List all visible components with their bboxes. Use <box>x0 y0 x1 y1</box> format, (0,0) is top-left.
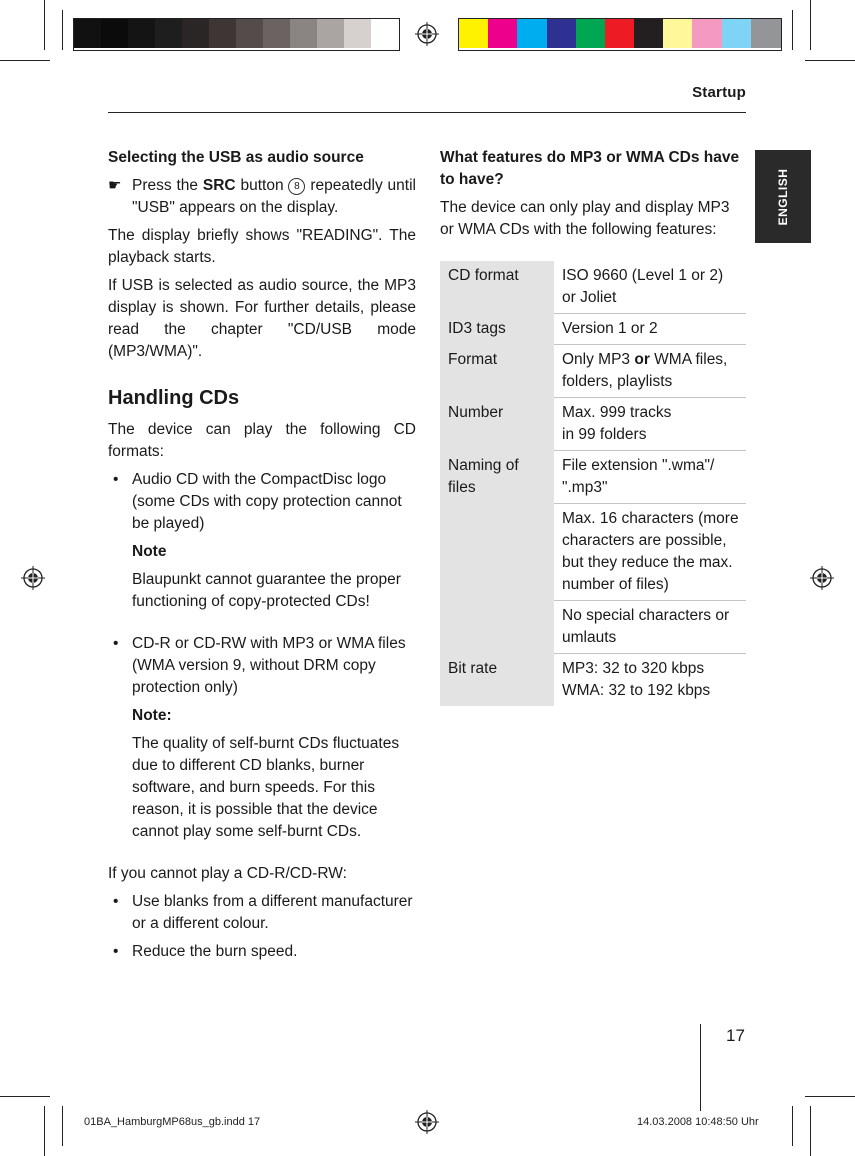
table-label: ID3 tags <box>440 314 554 345</box>
crop-mark <box>805 1096 855 1097</box>
note-text: The quality of self-burnt CDs fluctuates due to different CD blanks, burner software, and burn speeds. For this reason, it is possible that the device cannot play some self-burnt CDs. <box>132 735 400 840</box>
usb-step: ☛ Press the SRC button 8 repeatedly until "USB" appears on the display. <box>108 177 416 216</box>
section-title: Startup <box>692 84 746 101</box>
color-swatch <box>663 19 693 48</box>
table-label: CD format <box>440 261 554 314</box>
table-value: File extension ".wma"/ ".mp3" <box>554 451 746 504</box>
table-value: Version 1 or 2 <box>554 314 746 345</box>
button-number-icon: 8 <box>288 178 305 195</box>
cannot-play-text: If you cannot play a CD-R/CD-RW: <box>108 865 347 882</box>
language-tab-label: ENGLISH <box>776 168 790 225</box>
color-swatch <box>371 19 398 48</box>
table-value: Max. 16 characters (more characters are possible, but they reduce the max. number of files) <box>554 504 746 601</box>
table-row <box>440 314 746 345</box>
registration-mark-icon <box>415 1110 439 1134</box>
table-value: ISO 9660 (Level 1 or 2) or Joliet <box>554 261 746 314</box>
list-item: • Audio CD with the CompactDisc logo (some CDs with copy protection cannot be played) <box>113 471 402 532</box>
slug-file: 01BA_HamburgMP68us_gb.indd 17 <box>84 1116 261 1128</box>
src-key: SRC <box>202 177 236 194</box>
features-heading: What features do MP3 or WMA CDs have to have? <box>440 149 740 188</box>
table-row <box>440 654 746 707</box>
color-swatch <box>182 19 209 48</box>
cd-intro: The device can play the following CD formats: <box>108 421 416 460</box>
crop-mark <box>810 0 811 50</box>
table-value: Only MP3 or WMA files, folders, playlists <box>554 345 746 398</box>
color-swatch <box>547 19 577 48</box>
list-item: • Reduce the burn speed. <box>113 943 298 960</box>
color-swatch <box>74 19 101 48</box>
note-text: Blaupunkt cannot guarantee the proper functioning of copy-protected CDs! <box>132 571 401 610</box>
color-swatch <box>605 19 635 48</box>
color-swatch <box>692 19 722 48</box>
table-label: Format <box>440 345 554 398</box>
page-number: 17 <box>726 1026 745 1045</box>
color-swatch <box>236 19 263 48</box>
pointing-hand-icon: ☛ <box>108 177 122 194</box>
table-value: MP3: 32 to 320 kbps WMA: 32 to 192 kbps <box>554 654 746 707</box>
list-item: • CD-R or CD-RW with MP3 or WMA files (WMA version 9, without DRM copy protection only) <box>113 635 406 696</box>
note-title: Note: <box>132 707 172 724</box>
page-number-rule <box>700 1024 701 1111</box>
table-label: Naming of files <box>440 451 554 654</box>
color-swatch <box>517 19 547 48</box>
registration-mark-icon <box>415 22 439 46</box>
left-column <box>108 147 416 969</box>
slug-date: 14.03.2008 10:48:50 Uhr <box>637 1116 759 1128</box>
color-swatch <box>576 19 606 48</box>
table-value: No special characters or umlauts <box>554 601 746 654</box>
note-block <box>108 541 416 613</box>
crop-mark <box>62 10 63 50</box>
list-item: • Use blanks from a different manufacturer or a different colour. <box>113 893 413 932</box>
color-swatch <box>488 19 518 48</box>
table-value: Max. 999 tracks in 99 folders <box>554 398 746 451</box>
usb-heading: Selecting the USB as audio source <box>108 149 364 166</box>
table-label: Bit rate <box>440 654 554 707</box>
cd-heading: Handling CDs <box>108 387 240 409</box>
color-swatch <box>290 19 317 48</box>
registration-mark-icon <box>810 566 834 590</box>
crop-mark <box>805 60 855 61</box>
language-tab <box>755 150 811 243</box>
color-swatch <box>128 19 155 48</box>
color-swatch <box>344 19 371 48</box>
crop-mark <box>44 0 45 50</box>
features-intro: The device can only play and display MP3 or WMA CDs with the following features: <box>440 199 730 238</box>
crop-mark <box>0 60 50 61</box>
crop-mark <box>792 1106 793 1146</box>
registration-mark-icon <box>21 566 45 590</box>
note-block <box>108 705 416 843</box>
table-row <box>440 261 746 314</box>
features-table <box>440 261 746 706</box>
crop-mark <box>44 1106 45 1156</box>
color-swatch <box>317 19 344 48</box>
table-label: Number <box>440 398 554 451</box>
color-swatch <box>209 19 236 48</box>
usb-paragraph: If USB is selected as audio source, the MP3 display is shown. For further details, please read the chapter "CD/USB mode (MP3/WMA)". <box>108 277 416 360</box>
usb-paragraph: The display briefly shows "READING". The playback starts. <box>108 227 416 266</box>
table-row <box>440 398 746 451</box>
color-swatch <box>155 19 182 48</box>
right-column <box>440 147 746 706</box>
table-row <box>440 345 746 398</box>
header-rule <box>108 112 746 113</box>
table-row <box>440 451 746 504</box>
crop-mark <box>792 10 793 50</box>
crop-mark <box>810 1106 811 1156</box>
crop-mark <box>62 1106 63 1146</box>
note-title: Note <box>132 543 167 560</box>
color-swatch <box>722 19 752 48</box>
color-swatch <box>101 19 128 48</box>
color-swatch <box>634 19 664 48</box>
color-swatch <box>263 19 290 48</box>
color-swatch <box>459 19 489 48</box>
crop-mark <box>0 1096 50 1097</box>
color-swatch <box>751 19 781 48</box>
